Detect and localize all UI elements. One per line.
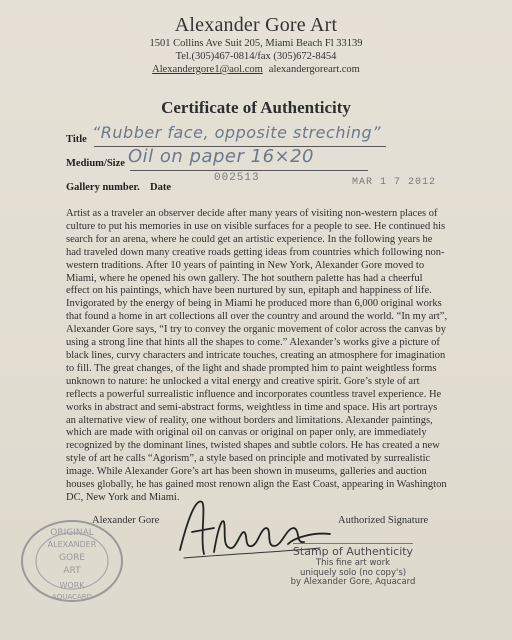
authenticity-stamp	[268, 540, 438, 588]
medium-value: Oil on paper 16×20	[128, 146, 315, 167]
gallery-address: 1501 Collins Ave Suit 205, Miami Beach Fl 33139	[149, 38, 363, 49]
seal-text-2: ALEXANDER	[47, 540, 97, 549]
letterhead	[0, 14, 512, 76]
medium-label: Medium/Size	[66, 158, 125, 169]
artist-name-label: Alexander Gore	[92, 515, 160, 526]
seal-text-3: GORE	[59, 553, 85, 563]
seal-text-6: AQUACARD	[52, 593, 92, 601]
title-label: Title	[66, 134, 87, 145]
original-art-seal-icon	[16, 515, 128, 607]
artist-biography: Artist as a traveler an observer decide after many years of visiting non-western places of culture to put his memories in use on visible surfaces for a people to see. He continued his search for an arena, where he could get an artistic experience. In the following years he had traveled down many creative roads getting ideas from countries which following non- western traditions. After 10 years of painting in New York, Alexander Gore moved to Miami, where he opened his own gallery. The hot southern palette has had a cheerful effect on his paintings, which have been nurtured by sun, epitaph and happiness of life. Invigorated by the energy of being in Miami he produced more than 6,000 original works that found a home in art collections all over the country and around the world. “In my art”, Alexander Gore says, “I try to convey the organic movement of color across the canvas by using a strong line that hints all the shapes to come.” Alexander’s works give a picture of black lines, curvy characters and intricate touches, creating an atmosphere for imagination to fill. The great changes, of the light and shade prompted him to paint weightless forms unknown to nature: he unlocked a vital energy and creative spirit. Gore’s style of art reflects a powerful surrealistic influence and incorporates countless travel experience. He works in abstract and semi-abstract forms, weightless in time and space. His art portrays an alternative view of reality, one without borders and limitations. Alexander paintings, which are made with original oil on canvas or original on paper only, are immediately recognized by the dominant lines, twisted shapes and subtle colors. He has created a new style of art he calls “Agorism”, a style based on principle and motivated by surrealistic image. While Alexander Gore’s art has been shown in museums, galleries and auction houses globally, he has gained most renown align the East Coast, appearing in Washington DC, New York and Miami.	[66, 208, 448, 503]
stamp-line-1: This fine art work	[315, 558, 391, 568]
gallery-number-stamp: 002513	[214, 172, 260, 184]
authorized-signature-label: Authorized Signature	[338, 515, 429, 526]
stamp-title: Stamp of Authenticity	[292, 545, 414, 558]
date-label: Date	[150, 182, 171, 193]
certificate-title: Certificate of Authenticity	[161, 98, 351, 117]
medium-underline	[130, 170, 368, 171]
seal-text-4: ART	[63, 566, 81, 576]
website-link[interactable]: alexandergoreart.com	[268, 64, 360, 75]
stamp-line-3: by Alexander Gore, Aquacard	[290, 577, 416, 587]
gallery-phone: Tel.(305)467-0814/fax (305)672-8454	[175, 51, 337, 62]
seal-text-1: ORIGINAL	[50, 528, 94, 538]
email-link[interactable]: Alexandergore1@aol.com	[152, 64, 263, 75]
stamp-line-2: uniquely solo (no copy's)	[299, 567, 407, 578]
seal-text-5: WORK	[59, 581, 85, 590]
gallery-number-label: Gallery number.	[66, 182, 140, 193]
gallery-contacts	[0, 63, 512, 76]
gallery-name: Alexander Gore Art	[174, 14, 338, 36]
date-stamp: MAR 1 7 2012	[352, 177, 437, 188]
title-value: “Rubber face, opposite streching”	[92, 123, 381, 142]
